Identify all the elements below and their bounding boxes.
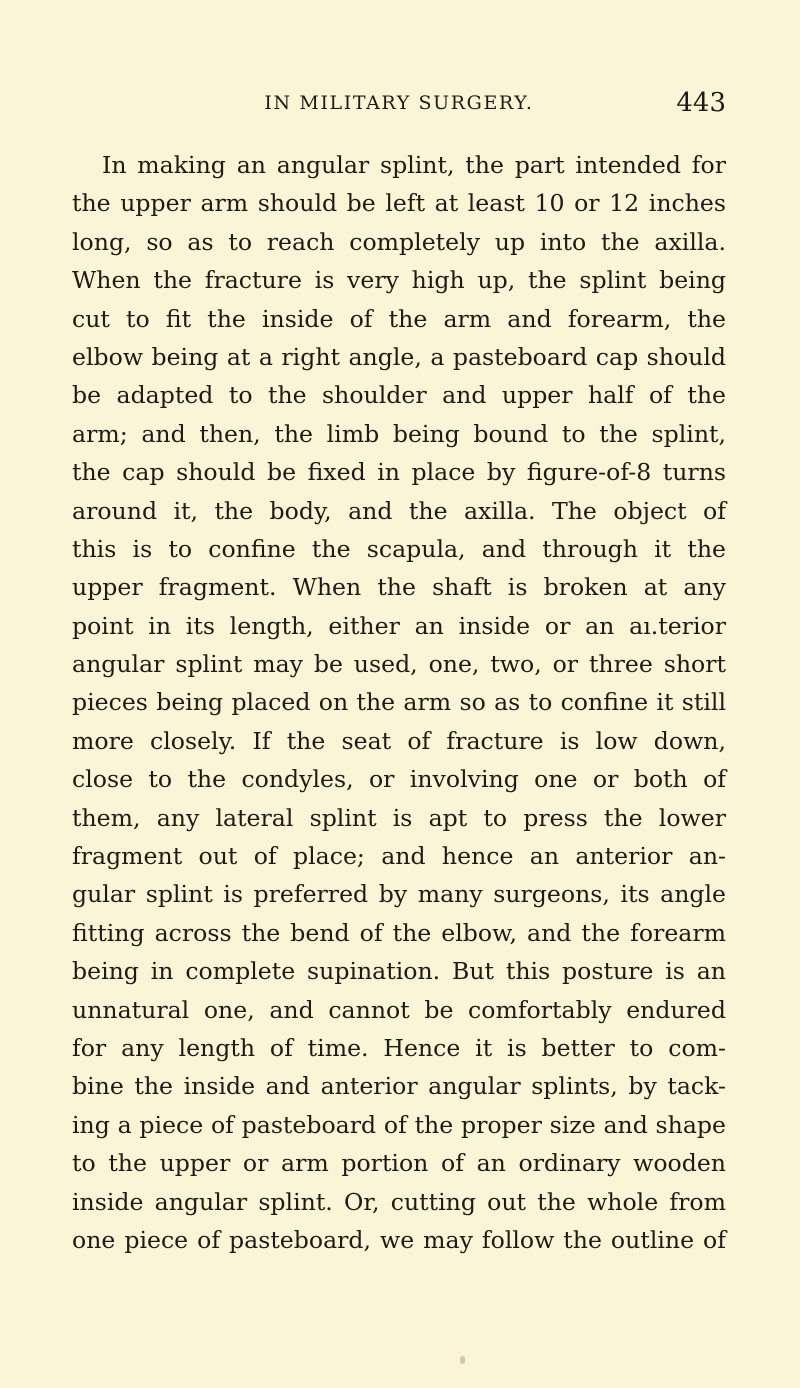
text-line: around it, the body, and the axilla. The object of (72, 496, 726, 525)
text-line: to the upper or arm portion of an ordinary wooden (72, 1149, 726, 1178)
text-line: the upper arm should be left at least 10 or 12 inches (72, 189, 726, 218)
page-number: 443 (676, 88, 726, 118)
text-line: inside angular splint. Or, cutting out the whole from (72, 1187, 726, 1216)
text-line: ing a piece of pasteboard of the proper size and shape (72, 1110, 726, 1139)
body-paragraph (72, 146, 726, 1259)
text-line: unnatural one, and cannot be comfortably endured (72, 995, 726, 1024)
text-line: When the fracture is very high up, the splint being (72, 266, 726, 295)
text-line: gular splint is preferred by many surgeons, its angle (72, 880, 726, 909)
text-line: point in its length, either an inside or an aı.terior (72, 611, 726, 640)
text-line: upper fragment. When the shaft is broken at any (72, 573, 726, 602)
running-title: IN MILITARY SURGERY. (264, 92, 534, 114)
text-line: them, any lateral splint is apt to press the lower (72, 803, 726, 832)
text-line: more closely. If the seat of fracture is low down, (72, 726, 726, 755)
text-line: being in complete supination. But this posture is an (72, 957, 726, 986)
text-line: long, so as to reach completely up into the axilla. (72, 227, 726, 256)
text-line: for any length of time. Hence it is better to com- (72, 1033, 726, 1062)
text-line: fitting across the bend of the elbow, and the forearm (72, 918, 726, 947)
text-line: arm; and then, the limb being bound to the splint, (72, 419, 726, 448)
running-head (72, 86, 726, 120)
text-line: cut to fit the inside of the arm and forearm, the (72, 304, 726, 333)
text-line: this is to confine the scapula, and through it the (72, 534, 726, 563)
text-line: fragment out of place; and hence an anterior an- (72, 842, 726, 871)
text-line: the cap should be fixed in place by figure-of-8 turns (72, 458, 726, 487)
text-line: In making an angular splint, the part intended for (102, 151, 726, 179)
text-line: pieces being placed on the arm so as to confine it still (72, 688, 726, 717)
text-line: elbow being at a right angle, a pasteboard cap should (72, 342, 726, 371)
paper-speck (460, 1356, 465, 1364)
text-line: bine the inside and anterior angular splints, by tack- (72, 1072, 726, 1101)
text-line: one piece of pasteboard, we may follow the outline of (72, 1225, 726, 1254)
text-line: angular splint may be used, one, two, or three short (72, 650, 726, 679)
text-line: close to the condyles, or involving one or both of (72, 765, 726, 794)
text-line: be adapted to the shoulder and upper half of the (72, 381, 726, 410)
